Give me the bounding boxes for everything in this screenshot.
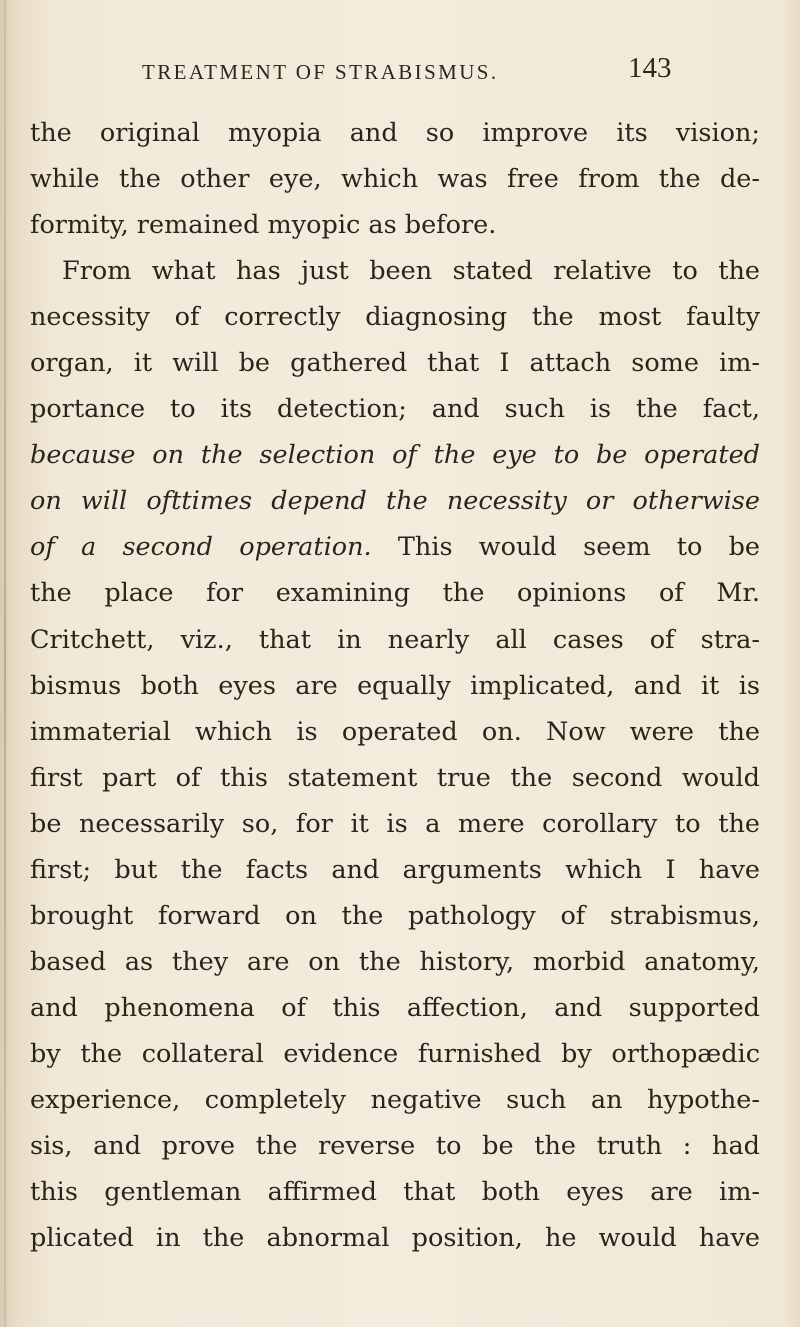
text-line: the original myopia and so improve its vision; bbox=[30, 118, 760, 148]
text-line: the place for examining the opinions of Mr. bbox=[30, 578, 760, 609]
page-number: 143 bbox=[628, 52, 672, 84]
text-line: necessity of correctly diagnosing the most faulty bbox=[30, 302, 760, 333]
body-text bbox=[30, 110, 760, 1261]
text-line: based as they are on the history, morbid anatomy, bbox=[30, 946, 760, 977]
text-line: immaterial which is operated on. Now were the bbox=[30, 716, 760, 747]
text-line: and phenomena of this affection, and supported bbox=[30, 992, 760, 1023]
text-line: bismus both eyes are equally implicated, and it is bbox=[30, 670, 760, 701]
italic-phrase: of a second operation. bbox=[30, 532, 372, 563]
text-line: while the other eye, which was free from the de- bbox=[30, 164, 760, 195]
text-line: sis, and prove the reverse to be the truth : had bbox=[30, 1131, 760, 1162]
text-line: brought forward on the pathology of strabismus, bbox=[30, 900, 760, 931]
text-line: portance to its detection; and such is the fact, bbox=[30, 394, 760, 425]
text-line: first; but the facts and arguments which I have bbox=[30, 854, 760, 885]
text-line-mixed bbox=[30, 524, 760, 570]
text-line: plicated in the abnormal position, he would have bbox=[30, 1223, 760, 1254]
text-line: formity, remained myopic as before. bbox=[30, 210, 497, 241]
text-line: experience, completely negative such an hypothe- bbox=[30, 1084, 760, 1115]
text-line-italic: because on the selection of the eye to be operated bbox=[30, 440, 760, 471]
text-line: From what has just been stated relative to the bbox=[62, 256, 760, 287]
text-line: Critchett, viz., that in nearly all cases of stra- bbox=[30, 624, 760, 655]
text-phrase: This would seem to be bbox=[397, 532, 761, 563]
binding-gutter bbox=[4, 0, 6, 1327]
text-line: this gentleman affirmed that both eyes are im- bbox=[30, 1177, 760, 1208]
text-line-italic: on will ofttimes depend the necessity or otherwise bbox=[30, 486, 760, 517]
text-line: first part of this statement true the second would bbox=[30, 762, 760, 793]
text-line: organ, it will be gathered that I attach some im- bbox=[30, 348, 760, 379]
running-head: TREATMENT OF STRABISMUS. bbox=[142, 60, 499, 84]
text-line: by the collateral evidence furnished by orthopædic bbox=[30, 1038, 760, 1069]
text-line: be necessarily so, for it is a mere corollary to the bbox=[30, 808, 760, 839]
